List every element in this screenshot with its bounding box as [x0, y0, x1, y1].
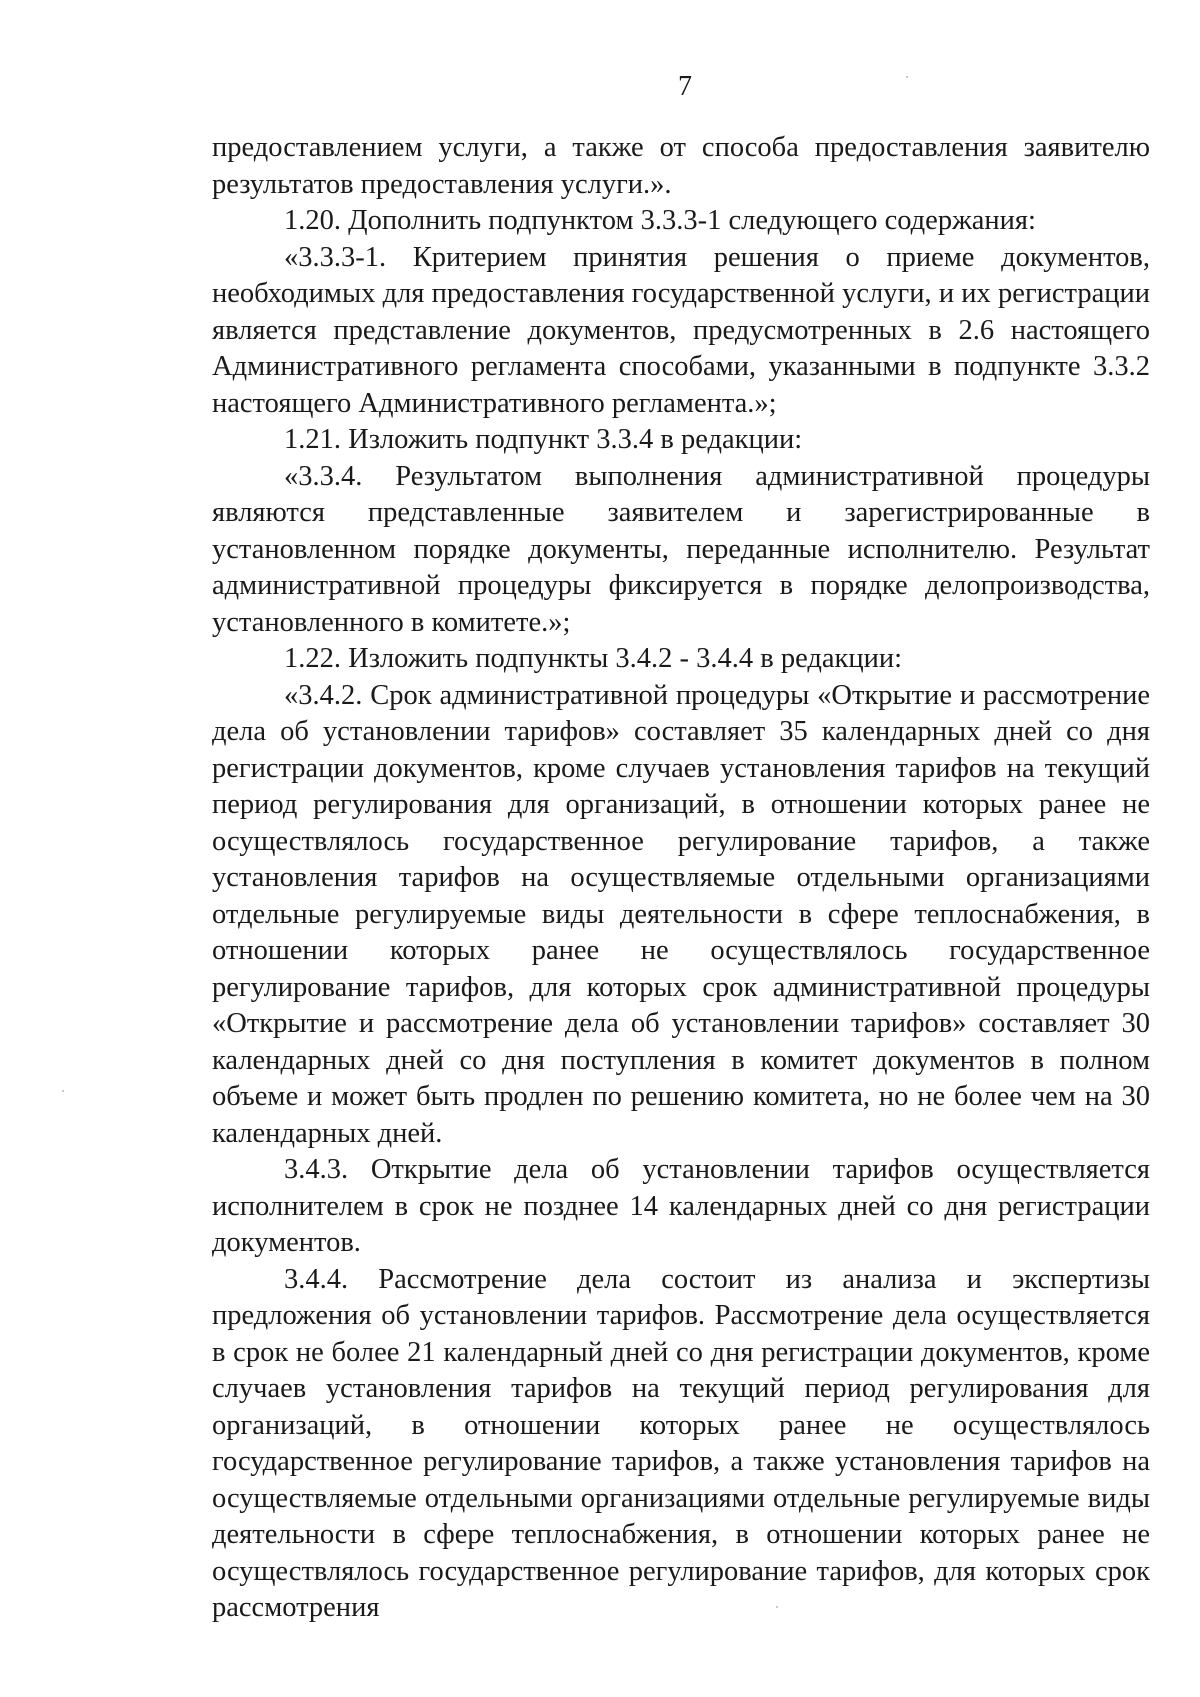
paragraph-3-4-4: 3.4.4. Рассмотрение дела состоит из анализа и экспертизы предложения об установлении тарифов. Рассмотрение дела осуществляется в срок не более 21 календарный дней со дня регистрации документов, кроме случаев установления тарифов на текущий период регулирования для организаций, в отношении которых ранее не осуществлялось государственное регулирование тарифов, а также установления тарифов на осуществляемые отдельными организациями отдельные регулируемые виды деятельности в сфере теплоснабжения, в отношении которых ранее не осуществлялось государственное регулирование тарифов, для которых срок рассмотрения [212, 1263, 1150, 1623]
scan-speck [776, 1606, 778, 1608]
paragraph-3-3-3-1: «3.3.3-1. Критерием принятия решения о приеме документов, необходимых для предоставления государственной услуги, и их регистрации является представление документов, предусмотренных в 2.6 настоящего Административного регламента способами, указанными в подпункте 3.3.2 настоящего Административного регламента.»; [212, 241, 1150, 419]
paragraph-1-21: 1.21. Изложить подпункт 3.3.4 в редакции: [284, 424, 803, 455]
paragraph-continuation: предоставлением услуги, а также от способа предоставления заявителю результатов предоставления услуги.». [212, 132, 1150, 200]
scan-speck [906, 76, 908, 78]
paragraph-3-4-2: «3.4.2. Срок административной процедуры «Открытие и рассмотрение дела об установлении тарифов» составляет 35 календарных дней со дня регистрации документов, кроме случаев установления тарифов на текущий период регулирования для организаций, в отношении которых ранее не осуществлялось государственное регулирование тарифов, а также установления тарифов на осуществляемые отдельными организациями отдельные регулируемые виды деятельности в сфере теплоснабжения, в отношении которых ранее не осуществлялось государственное регулирование тарифов, для которых срок административной процедуры «Открытие и рассмотрение дела об установлении тарифов» составляет 30 календарных дней со дня поступления в комитет документов в полном объеме и может быть продлен по решению комитета, но не более чем на 30 календарных дней. [212, 679, 1150, 1149]
page-number: 7 [678, 71, 692, 102]
document-body [212, 130, 1150, 1627]
paragraph-3-4-3: 3.4.3. Открытие дела об установлении тарифов осуществляется исполнителем в срок не позднее 14 календарных дней со дня регистрации документов. [212, 1154, 1150, 1258]
paragraph-1-22: 1.22. Изложить подпункты 3.4.2 - 3.4.4 в редакции: [284, 643, 903, 674]
paragraph-1-20: 1.20. Дополнить подпунктом 3.3.3-1 следующего содержания: [284, 205, 1036, 236]
scan-speck [62, 1090, 64, 1092]
paragraph-3-3-4: «3.3.4. Результатом выполнения административной процедуры являются представленные заявителем и зарегистрированные в установленном порядке документы, переданные исполнителю. Результат административной процедуры фиксируется в порядке делопроизводства, установленного в комитете.»; [212, 460, 1150, 638]
